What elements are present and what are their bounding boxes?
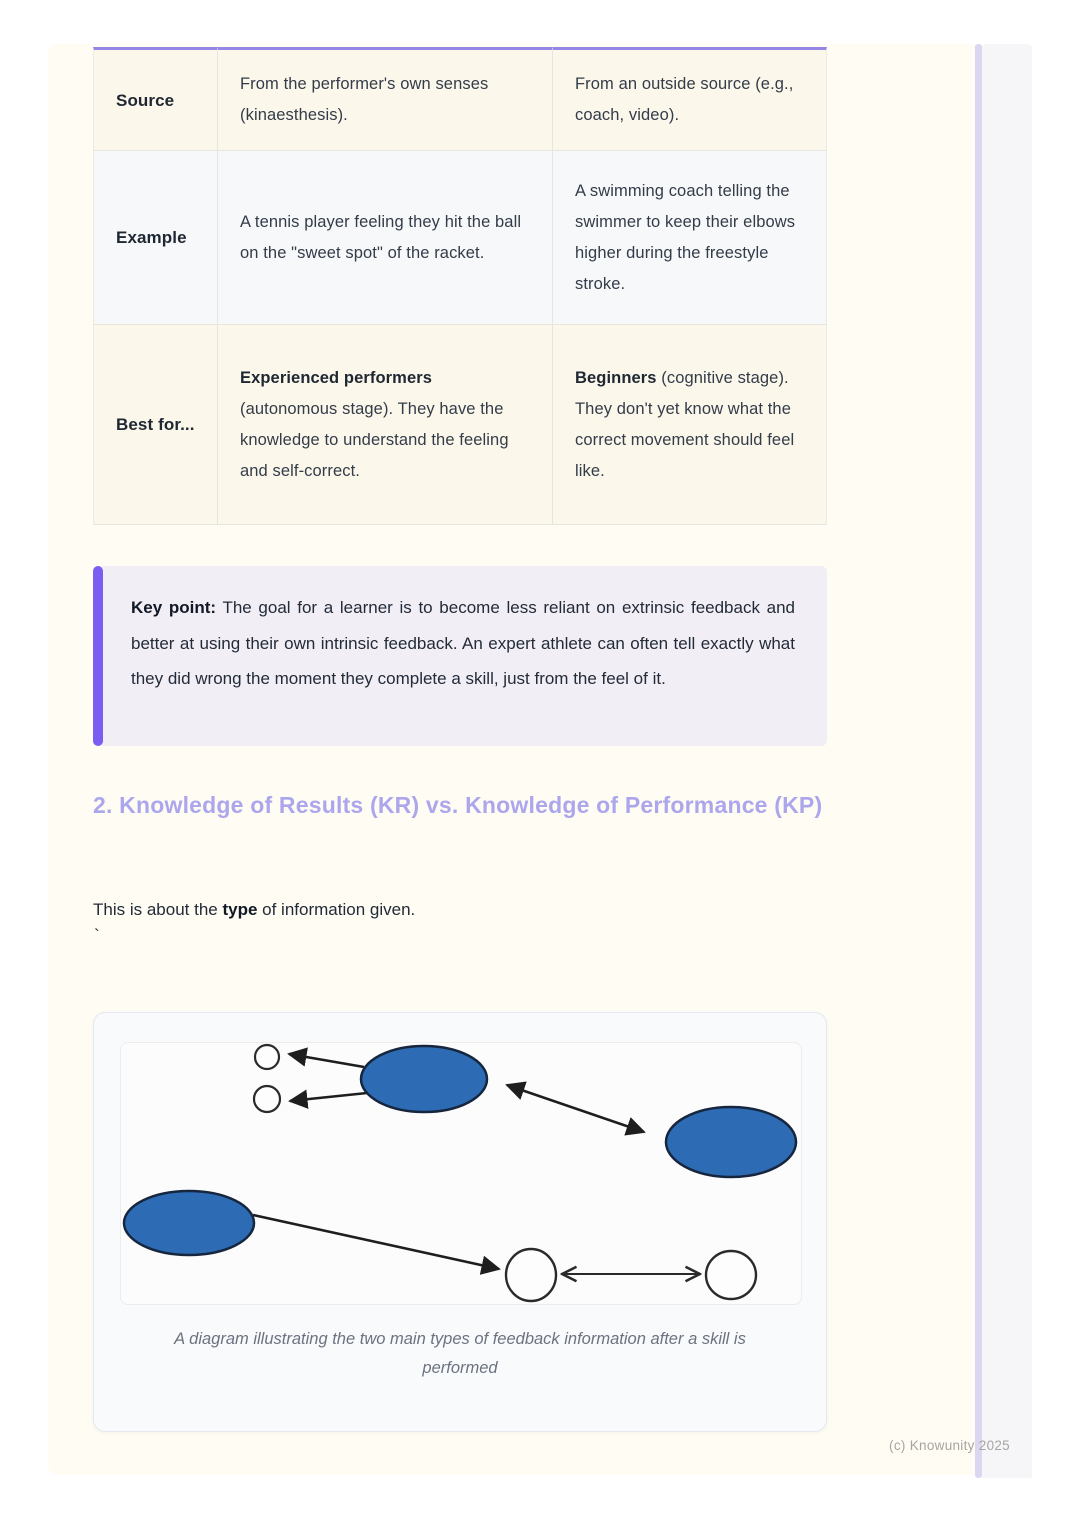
double-arrow-ellipse1-ellipse2	[507, 1085, 644, 1132]
bold-lead: Beginners	[575, 368, 657, 387]
blue-ellipse-right	[666, 1107, 796, 1177]
bold-lead: Experienced performers	[240, 368, 433, 387]
row-label-source: Source	[93, 47, 218, 151]
key-point-body: The goal for a learner is to become less reliant on extrinsic feedback and better at using their own intrinsic feedback. An expert athlete can often tell exactly what they did wrong the moment they complete a skill, just from the feel of it.	[131, 598, 796, 688]
outcome-circle-right	[706, 1251, 756, 1299]
section-heading: 2. Knowledge of Results (KR) vs. Knowledge of Performance (KP)	[93, 792, 823, 818]
cell-text: (cognitive stage). They don't yet know what the correct movement should feel like.	[575, 368, 795, 480]
feedback-comparison-table	[93, 47, 827, 525]
cell-best-for-extrinsic	[553, 325, 827, 525]
copyright-text: (c) Knowunity 2025	[889, 1438, 1010, 1453]
key-point-callout	[93, 566, 827, 746]
feedback-types-diagram	[121, 1043, 801, 1304]
intro-suffix: of information given.	[257, 900, 416, 919]
key-point-text	[131, 590, 795, 697]
table-row-source	[93, 47, 827, 151]
scrollbar-track[interactable]	[982, 44, 1032, 1478]
stray-backtick: `	[94, 926, 100, 945]
blue-ellipse-bottom-left	[124, 1191, 254, 1255]
arrow-to-small-circle-2	[290, 1093, 367, 1101]
table-row-best-for	[93, 325, 827, 525]
small-circle-1	[255, 1045, 279, 1069]
small-circle-2	[254, 1086, 280, 1112]
outcome-circle-left	[506, 1249, 556, 1301]
cell-best-for-intrinsic	[218, 325, 553, 525]
row-label-best-for: Best for...	[93, 325, 218, 525]
intro-bold-word: type	[222, 900, 258, 919]
arrow-to-small-circle-1	[289, 1054, 364, 1067]
row-label-example: Example	[93, 151, 218, 325]
cell-example-extrinsic: A swimming coach telling the swimmer to keep their elbows higher during the freestyle stroke.	[553, 151, 827, 325]
key-point-label: Key point:	[131, 598, 217, 617]
blue-ellipse-top	[361, 1046, 487, 1112]
cell-text: (autonomous stage). They have the knowledge to understand the feeling and self-correct.	[240, 399, 509, 480]
cell-source-intrinsic: From the performer's own senses (kinaesthesis).	[218, 47, 553, 151]
figure-caption: A diagram illustrating the two main types of feedback information after a skill is performed	[174, 1330, 746, 1377]
intro-paragraph	[93, 897, 833, 923]
figure-card	[93, 1012, 827, 1432]
intro-prefix: This is about the	[93, 900, 223, 919]
cell-example-intrinsic: A tennis player feeling they hit the ball on the "sweet spot" of the racket.	[218, 151, 553, 325]
cell-source-extrinsic: From an outside source (e.g., coach, video).	[553, 47, 827, 151]
callout-accent-bar	[93, 566, 103, 746]
table-row-example	[93, 151, 827, 325]
scrollbar-thumb[interactable]	[975, 44, 982, 1478]
arrow-ellipse3-to-circle-left	[253, 1215, 499, 1269]
figure-image	[120, 1042, 802, 1305]
